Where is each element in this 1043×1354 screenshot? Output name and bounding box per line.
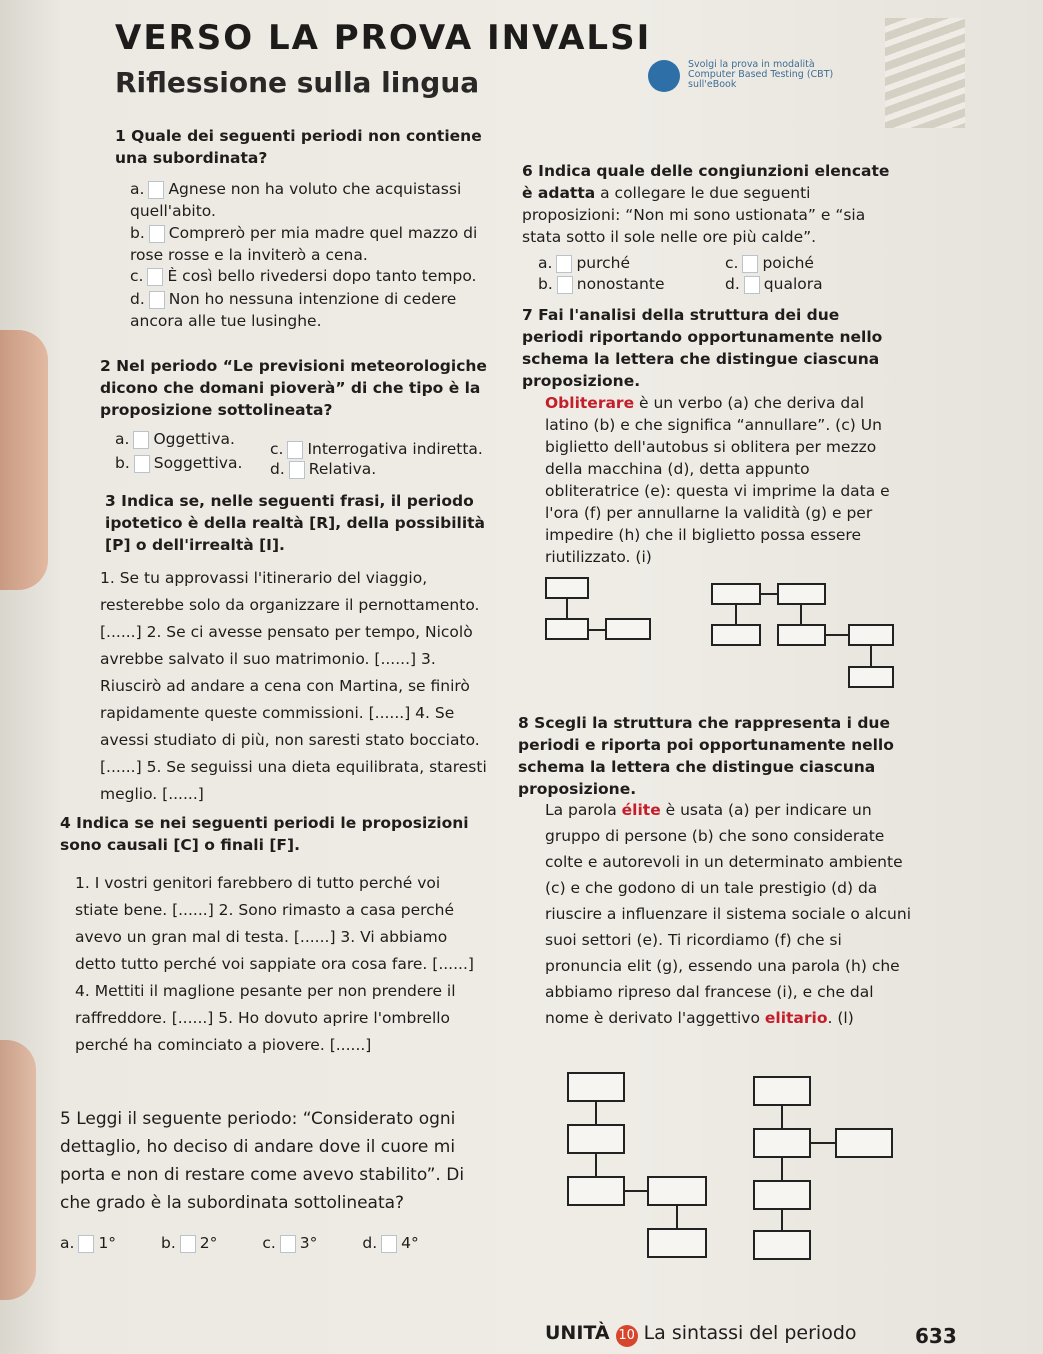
schema-connector (811, 1142, 835, 1144)
schema-box[interactable] (848, 624, 894, 646)
exercise-2-question: 2 Nel periodo “Le previsioni meteorologiche dicono che domani pioverà” di che tipo è la proposizione sottolineata? (100, 357, 487, 419)
exercise-2-option-c[interactable]: c. Interrogativa indiretta. (270, 440, 483, 458)
exercise-5-option-d[interactable]: d. 4° (362, 1234, 419, 1252)
exercise-8-question: 8 Scegli la struttura che rappresenta i due periodi e riporta poi opportunamente nello schema la lettera che distingue ciascuna proposizione. (518, 714, 894, 798)
checkbox[interactable] (744, 276, 760, 294)
schema-box[interactable] (711, 583, 761, 605)
footer-unit-number: 10 (616, 1325, 638, 1347)
schema-connector (826, 634, 848, 636)
cbt-pencil-icon (648, 60, 680, 92)
exercise-5-option-a[interactable]: a. 1° (60, 1234, 117, 1252)
schema-box[interactable] (835, 1128, 893, 1158)
checkbox[interactable] (381, 1235, 397, 1253)
thumb-left-top (0, 330, 48, 590)
schema-connector (870, 646, 872, 666)
checkbox[interactable] (180, 1235, 196, 1253)
exercise-3-body: 1. Se tu approvassi l'itinerario del viaggio, resterebbe solo da organizzare il pernottamento. [......] 2. Se ci avesse pensato per tempo, Nicolò avrebbe salvato il suo matrimonio. [......] 3. Riuscirò ad andare a cena con Martina, se finirò rapidamente queste commissioni. [......] 4. Se avessi studiato di più, non saresti stato bocciato. [......] 5. Se seguissi una dieta equilibrata, staresti meglio. [......] (100, 569, 487, 803)
checkbox[interactable] (149, 291, 165, 309)
page-subtitle: Riflessione sulla lingua (115, 66, 480, 99)
exercise-1-question: 1 Quale dei seguenti periodi non contiene una subordinata? (115, 127, 482, 167)
schema-box[interactable] (605, 618, 651, 640)
schema-box[interactable] (567, 1176, 625, 1206)
exercise-8-text: La parola élite è usata (a) per indicare un gruppo di persone (b) che sono considerate colte e autorevoli in un determinato ambiente (c) e che godono di un tale prestigio (d) da riuscire a influenzare il sistema sociale o alcuni suoi settori (e). Ti ricordiamo (f) che si pronuncia elit (g), essendo una parola (h) che abbiamo ripreso dal francese (i), e che dal nome è derivato l'aggettivo elitario. (l) (545, 801, 912, 1027)
checkbox[interactable] (134, 455, 150, 473)
exercise-6-option-d[interactable]: d. qualora (725, 275, 823, 293)
footer-unit-title: La sintassi del periodo (643, 1322, 857, 1344)
exercise-3-question: 3 Indica se, nelle seguenti frasi, il periodo ipotetico è della realtà [R], della possibilità [P] o dell'irrealtà [I]. (105, 492, 486, 554)
exercise-6-option-b[interactable]: b. nonostante (538, 275, 665, 293)
exercise-2-option-a[interactable]: a. Oggettiva. (115, 430, 235, 448)
schema-box[interactable] (567, 1124, 625, 1154)
exercise-2-option-b[interactable]: b. Soggettiva. (115, 454, 243, 472)
checkbox[interactable] (78, 1235, 94, 1253)
checkbox[interactable] (280, 1235, 296, 1253)
checkbox[interactable] (147, 268, 163, 286)
thumb-left-bottom (0, 1040, 36, 1300)
schema-connector (589, 629, 605, 631)
exercise-6-option-a[interactable]: a. purché (538, 254, 631, 272)
exercise-6-option-c[interactable]: c. poiché (725, 254, 814, 272)
schema-box[interactable] (777, 624, 826, 646)
exercise-5-option-c[interactable]: c. 3° (262, 1234, 318, 1252)
exercise-6-question: 6 Indica quale delle congiunzioni elencate è adatta a collegare le due seguenti proposizioni: “Non mi sono ustionata” e “sia stata sotto il sole nelle ore più calde”. (522, 162, 890, 246)
exercise-5-option-b[interactable]: b. 2° (161, 1234, 218, 1252)
schema-connector (781, 1210, 783, 1230)
exercise-1-option-a[interactable]: a. Agnese non ha voluto che acquistassi quell'abito. (130, 180, 462, 220)
exercise-1-option-b[interactable]: b. Comprerò per mia madre quel mazzo di rose rosse e la inviterò a cena. (130, 224, 478, 264)
exercise-4-body: 1. I vostri genitori farebbero di tutto perché voi stiate bene. [......] 2. Sono rimasto a casa perché avevo un gran mal di testa. [......] 3. Vi abbiamo detto tutto perché voi sappiate ora cosa fare. [......] 4. Mettiti il maglione pesante per non prendere il raffreddore. [......] 5. Ho dovuto aprire l'ombrello perché ha cominciato a piovere. [......] (75, 874, 474, 1054)
schema-box[interactable] (647, 1176, 707, 1206)
schema-box[interactable] (753, 1230, 811, 1260)
schema-box[interactable] (848, 666, 894, 688)
schema-box[interactable] (753, 1076, 811, 1106)
schema-connector (595, 1154, 597, 1176)
exercise-7-question: 7 Fai l'analisi della struttura dei due periodi riportando opportunamente nello schema la lettera che distingue ciascuna proposizione. (522, 306, 883, 390)
decorative-stripes (885, 18, 965, 128)
checkbox[interactable] (742, 255, 758, 273)
exercise-4-question: 4 Indica se nei seguenti periodi le proposizioni sono causali [C] o finali [F]. (60, 814, 469, 854)
schema-box[interactable] (647, 1228, 707, 1258)
footer (545, 1322, 857, 1347)
schema-connector (800, 605, 802, 624)
checkbox[interactable] (556, 255, 572, 273)
exercise-1-option-d[interactable]: d. Non ho nessuna intenzione di cedere ancora alle tue lusinghe. (130, 290, 457, 330)
checkbox[interactable] (289, 461, 305, 479)
page-number: 633 (915, 1324, 957, 1348)
checkbox[interactable] (557, 276, 573, 294)
exercise-7-text: Obliterare è un verbo (a) che deriva dal latino (b) e che significa “annullare”. (c) Un biglietto dell'autobus si oblitera per mezzo della macchina (d), detta appunto obliteratrice (e): questa vi imprime la data e l'ora (f) per annullarne la validità (g) e per impedire (h) che il biglietto possa essere riutilizzato. (i) (545, 394, 890, 566)
schema-connector (566, 599, 568, 618)
exercise-5-question: 5 Leggi il seguente periodo: “Considerato ogni dettaglio, ho deciso di andare dove il cuore mi porta e non di restare come avevo stabilito”. Di che grado è la subordinata sottolineata? (60, 1109, 465, 1213)
schema-connector (781, 1106, 783, 1128)
footer-unit-label: UNITÀ (545, 1322, 610, 1344)
exercise-5-options (60, 1232, 490, 1254)
checkbox[interactable] (133, 431, 149, 449)
schema-box[interactable] (711, 624, 761, 646)
checkbox[interactable] (287, 441, 303, 459)
checkbox[interactable] (148, 181, 164, 199)
schema-connector (676, 1206, 678, 1228)
schema-box[interactable] (545, 618, 589, 640)
schema-connector (761, 593, 777, 595)
schema-box[interactable] (753, 1180, 811, 1210)
schema-connector (625, 1190, 647, 1192)
schema-box[interactable] (567, 1072, 625, 1102)
schema-box[interactable] (545, 577, 589, 599)
schema-box[interactable] (753, 1128, 811, 1158)
cbt-note: Svolgi la prova in modalità Computer Based Testing (CBT) sull'eBook (688, 59, 834, 90)
exercise-1-option-c[interactable]: c. È così bello rivedersi dopo tanto tempo. (130, 267, 477, 285)
schema-connector (595, 1102, 597, 1124)
schema-box[interactable] (777, 583, 826, 605)
checkbox[interactable] (149, 225, 165, 243)
exercise-2-option-d[interactable]: d. Relativa. (270, 460, 377, 478)
schema-connector (735, 605, 737, 624)
schema-connector (781, 1158, 783, 1180)
page-title: VERSO LA PROVA INVALSI (115, 18, 652, 58)
